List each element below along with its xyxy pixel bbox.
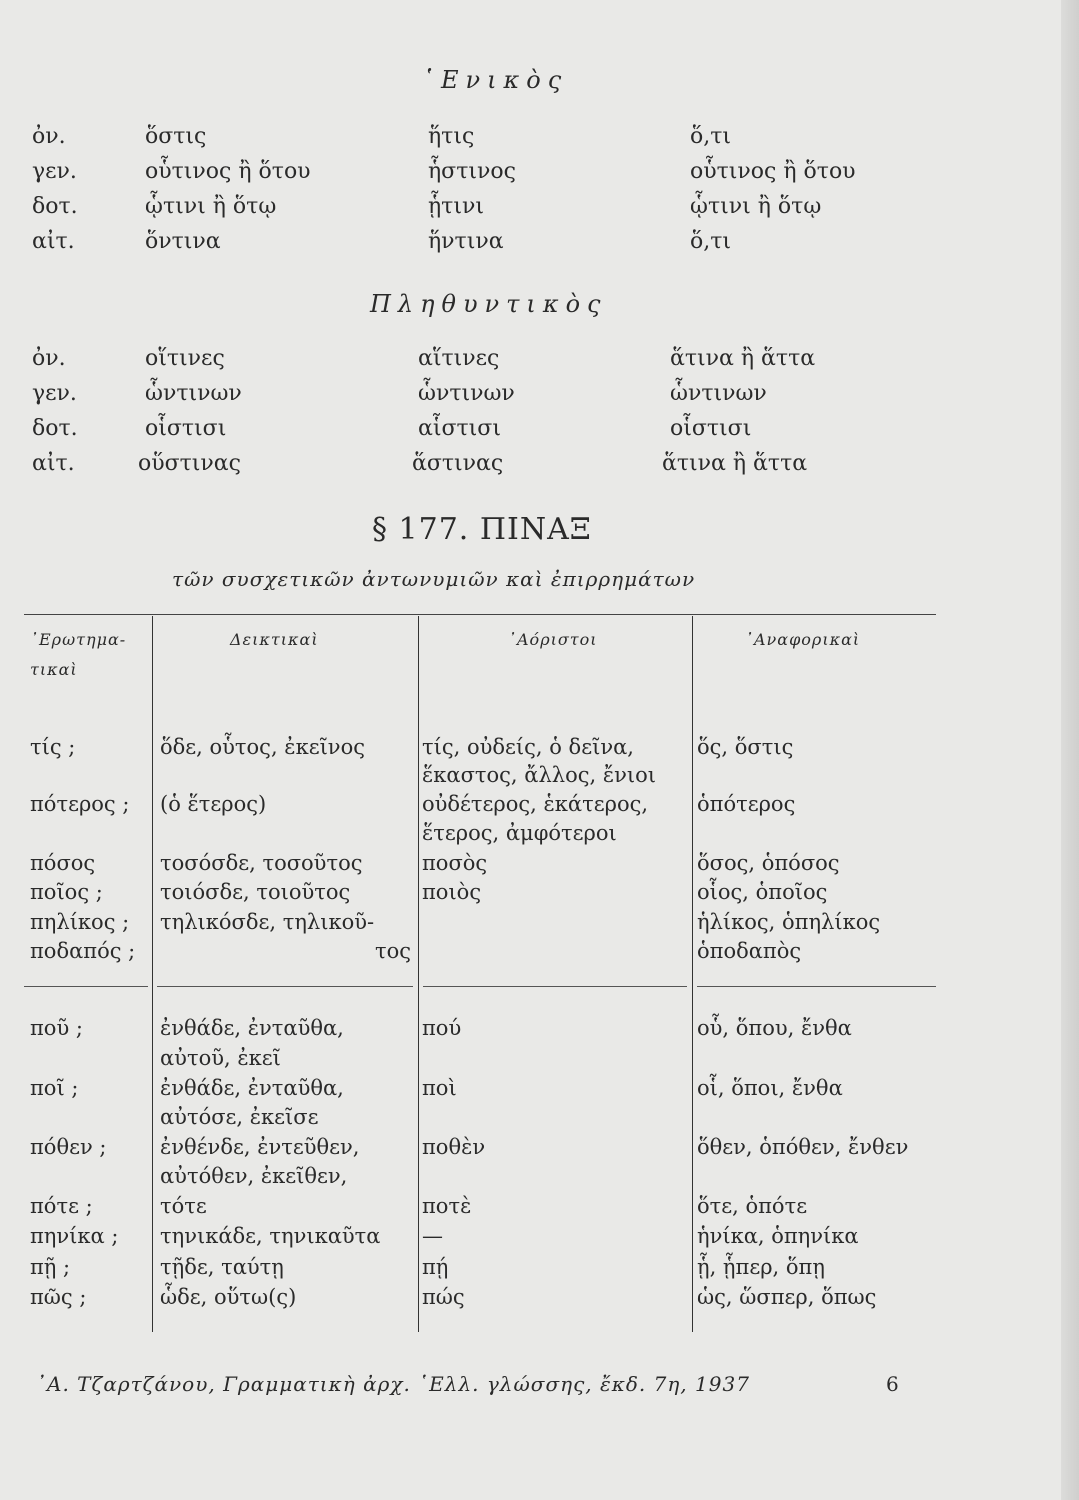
interrogative-cell: πότε ; bbox=[30, 1194, 93, 1218]
masculine-form: οἷστισι bbox=[145, 416, 227, 441]
interrogative-cell: ποῦ ; bbox=[30, 1016, 83, 1040]
demonstrative-cell: τῇδε, ταύτῃ bbox=[160, 1255, 284, 1279]
demonstrative-cell: αὐτόσε, ἐκεῖσε bbox=[160, 1105, 319, 1129]
interrogative-cell: τίς ; bbox=[30, 735, 76, 759]
relative-cell: ὅθεν, ὁπόθεν, ἔνθεν bbox=[697, 1135, 909, 1159]
case-label: αἰτ. bbox=[32, 229, 75, 254]
demonstrative-cell: τηνικάδε, τηνικαῦτα bbox=[160, 1224, 381, 1248]
demonstrative-cell: τοιόσδε, τοιοῦτος bbox=[160, 880, 351, 904]
indefinite-cell: ποτὲ bbox=[422, 1194, 472, 1218]
case-label: αἰτ. bbox=[32, 451, 75, 476]
case-label: ὀν. bbox=[32, 346, 66, 371]
relative-cell: ὡς, ὥσπερ, ὅπως bbox=[697, 1285, 877, 1309]
column-divider bbox=[418, 616, 419, 1332]
masculine-form: οἵτινες bbox=[145, 346, 225, 371]
demonstrative-cell: ὅδε, οὗτος, ἐκεῖνος bbox=[160, 735, 365, 759]
case-label: γεν. bbox=[32, 159, 77, 184]
case-label: ὀν. bbox=[32, 124, 66, 149]
group-rule bbox=[157, 986, 413, 987]
relative-cell: ὅσος, ὁπόσος bbox=[697, 851, 840, 875]
masculine-form: ὅντινα bbox=[145, 229, 221, 254]
indefinite-cell: ποὶ bbox=[422, 1076, 457, 1100]
indefinite-cell: ἕκαστος, ἄλλος, ἔνιοι bbox=[422, 763, 656, 787]
interrogative-cell: πῶς ; bbox=[30, 1285, 87, 1309]
neuter-form: ᾧτινι ἢ ὅτῳ bbox=[690, 194, 822, 219]
page-number: 6 bbox=[886, 1372, 900, 1396]
interrogative-cell: ποδαπός ; bbox=[30, 939, 136, 963]
relative-cell: ἡνίκα, ὁπηνίκα bbox=[697, 1224, 859, 1248]
indefinite-cell: — bbox=[422, 1224, 443, 1248]
header-demonstrative: Δεικτικαὶ bbox=[230, 630, 319, 649]
masculine-form: οὗτινος ἢ ὅτου bbox=[145, 159, 311, 184]
header-indefinite: ᾿Αόριστοι bbox=[508, 630, 598, 649]
interrogative-cell: πόσος bbox=[30, 851, 96, 875]
indefinite-cell: ποσὸς bbox=[422, 851, 488, 875]
demonstrative-cell: ἐνθάδε, ἐνταῦθα, bbox=[160, 1016, 344, 1040]
interrogative-cell: πόθεν ; bbox=[30, 1135, 107, 1159]
plural-heading: Πληθυντικὸς bbox=[370, 290, 608, 318]
indefinite-cell: πῄ bbox=[422, 1255, 449, 1279]
feminine-form: ἅστινας bbox=[412, 451, 504, 476]
demonstrative-cell: αὐτοῦ, ἐκεῖ bbox=[160, 1046, 281, 1070]
interrogative-cell: πηλίκος ; bbox=[30, 910, 130, 934]
relative-cell: ὅτε, ὁπότε bbox=[697, 1194, 808, 1218]
feminine-form: ᾗτινι bbox=[428, 194, 484, 219]
demonstrative-cell: (ὁ ἕτερος) bbox=[160, 792, 267, 816]
relative-cell: ὁπότερος bbox=[697, 792, 796, 816]
demonstrative-cell: αὐτόθεν, ἐκεῖθεν, bbox=[160, 1164, 348, 1188]
relative-cell: ὁποδαπὸς bbox=[697, 939, 802, 963]
interrogative-cell: πηνίκα ; bbox=[30, 1224, 119, 1248]
section-title: § 177. ΠΙΝΑΞ bbox=[372, 512, 592, 547]
case-label: δοτ. bbox=[32, 194, 78, 219]
feminine-form: ἥτις bbox=[428, 124, 475, 149]
relative-cell: οἷ, ὅποι, ἔνθα bbox=[697, 1076, 843, 1100]
indefinite-cell: πώς bbox=[422, 1285, 465, 1309]
case-label: δοτ. bbox=[32, 416, 78, 441]
demonstrative-cell: τοσόσδε, τοσοῦτος bbox=[160, 851, 363, 875]
feminine-form: ἧστινος bbox=[428, 159, 516, 184]
masculine-form: ὅστις bbox=[145, 124, 207, 149]
table-top-rule bbox=[24, 614, 936, 615]
neuter-form: οἷστισι bbox=[670, 416, 752, 441]
indefinite-cell: ἕτερος, ἀμφότεροι bbox=[422, 821, 617, 845]
group-rule bbox=[697, 986, 936, 987]
relative-cell: ἡλίκος, ὁπηλίκος bbox=[697, 910, 881, 934]
neuter-form: ἅτινα ἢ ἅττα bbox=[662, 451, 808, 476]
indefinite-cell: ποιὸς bbox=[422, 880, 482, 904]
demonstrative-cell: τότε bbox=[160, 1194, 207, 1218]
demonstrative-cell: ὧδε, οὕτω(ς) bbox=[160, 1285, 297, 1309]
feminine-form: αἷστισι bbox=[418, 416, 501, 441]
masculine-form: ὧντινων bbox=[145, 381, 242, 406]
masculine-form: ᾧτινι ἢ ὅτῳ bbox=[145, 194, 277, 219]
section-subtitle: τῶν συσχετικῶν ἀντωνυμιῶν καὶ ἐπιρρημάτων bbox=[172, 567, 696, 591]
indefinite-cell: ποθὲν bbox=[422, 1135, 486, 1159]
neuter-form: οὗτινος ἢ ὅτου bbox=[690, 159, 856, 184]
interrogative-cell: πῇ ; bbox=[30, 1255, 71, 1279]
header-relative: ᾿Αναφορικαὶ bbox=[745, 630, 861, 649]
relative-cell: ὅς, ὅστις bbox=[697, 735, 794, 759]
group-rule bbox=[24, 986, 148, 987]
singular-heading: ῾Ενικὸς bbox=[422, 66, 569, 94]
masculine-form: οὕστινας bbox=[138, 451, 241, 476]
feminine-form: αἵτινες bbox=[418, 346, 500, 371]
column-divider bbox=[692, 616, 693, 1332]
interrogative-cell: πότερος ; bbox=[30, 792, 130, 816]
case-label: γεν. bbox=[32, 381, 77, 406]
demonstrative-cell: ἐνθάδε, ἐνταῦθα, bbox=[160, 1076, 344, 1100]
demonstrative-cell: ἐνθένδε, ἐντεῦθεν, bbox=[160, 1135, 360, 1159]
neuter-form: ὅ,τι bbox=[690, 229, 732, 254]
indefinite-cell: τίς, οὐδείς, ὁ δεῖνα, bbox=[422, 735, 634, 759]
relative-cell: ᾗ, ᾗπερ, ὅπῃ bbox=[697, 1255, 825, 1279]
feminine-form: ὧντινων bbox=[418, 381, 515, 406]
column-divider bbox=[152, 616, 153, 1332]
demonstrative-cell: τηλικόσδε, τηλικοῦ- bbox=[160, 910, 375, 934]
indefinite-cell: πού bbox=[422, 1016, 462, 1040]
demonstrative-cell: τος bbox=[375, 939, 412, 963]
footer-citation: ᾿Α. Τζαρτζάνου, Γραμματικὴ ἀρχ. ῾Ελλ. γλώσσης, ἔκδ. 7η, 1937 bbox=[36, 1372, 750, 1396]
neuter-form: ἅτινα ἢ ἅττα bbox=[670, 346, 816, 371]
header-interrogative-cont: τικαὶ bbox=[30, 660, 78, 679]
relative-cell: οἷος, ὁποῖος bbox=[697, 880, 828, 904]
neuter-form: ὧντινων bbox=[670, 381, 767, 406]
interrogative-cell: ποῖ ; bbox=[30, 1076, 79, 1100]
interrogative-cell: ποῖος ; bbox=[30, 880, 103, 904]
page-edge bbox=[1061, 0, 1079, 1500]
header-interrogative: ᾿Ερωτημα- bbox=[30, 630, 127, 649]
indefinite-cell: οὐδέτερος, ἑκάτερος, bbox=[422, 792, 649, 816]
neuter-form: ὅ,τι bbox=[690, 124, 732, 149]
group-rule bbox=[423, 986, 687, 987]
feminine-form: ἥντινα bbox=[428, 229, 504, 254]
relative-cell: οὗ, ὅπου, ἔνθα bbox=[697, 1016, 852, 1040]
